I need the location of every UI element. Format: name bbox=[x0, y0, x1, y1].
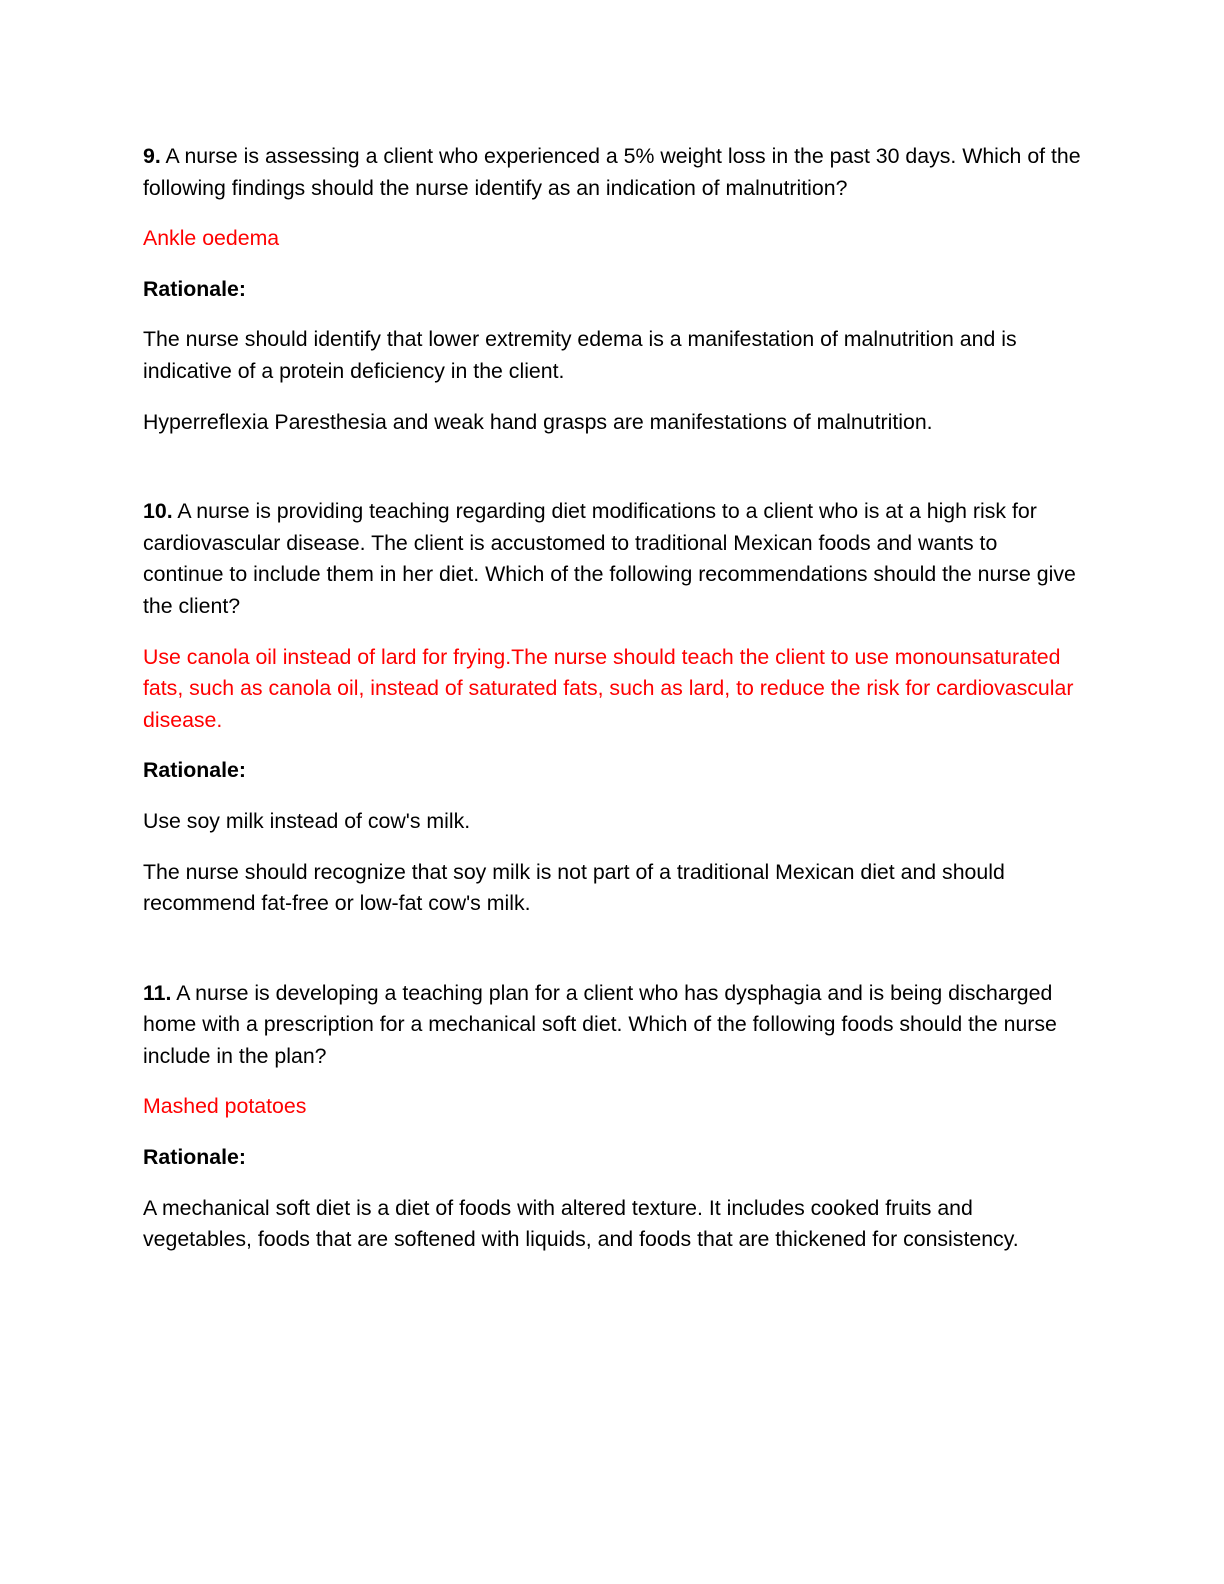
question-body: A nurse is developing a teaching plan for a client who has dysphagia and is being discharged home with a prescription for a mechanical soft diet. Which of the following foods should the nurse include in the plan? bbox=[143, 980, 1057, 1068]
question-body: A nurse is assessing a client who experienced a 5% weight loss in the past 30 days. Which of the following findings should the nurse identify as an indication of malnutrition? bbox=[143, 144, 1081, 200]
section-spacer bbox=[143, 457, 1083, 496]
rationale-text: The nurse should identify that lower extremity edema is a manifestation of malnutrition and is indicative of a protein deficiency in the client. bbox=[143, 327, 1017, 383]
question-block-9 bbox=[143, 141, 1083, 438]
question-text bbox=[143, 141, 1083, 204]
rationale-text: The nurse should recognize that soy milk is not part of a traditional Mexican diet and should recommend fat-free or low-fat cow's milk. bbox=[143, 859, 1005, 916]
question-number: 10. bbox=[143, 499, 173, 524]
question-block-11 bbox=[143, 978, 1083, 1256]
question-text bbox=[143, 978, 1083, 1073]
answer-text: Ankle oedema bbox=[143, 226, 280, 251]
rationale-label: Rationale: bbox=[143, 758, 246, 783]
section-spacer bbox=[143, 939, 1083, 978]
rationale-label: Rationale: bbox=[143, 1145, 246, 1170]
rationale-text: A mechanical soft diet is a diet of foods with altered texture. It includes cooked fruits and vegetables, foods that are softened with liquids, and foods that are thickened for consistency. bbox=[143, 1195, 1019, 1252]
question-number: 11. bbox=[143, 980, 172, 1005]
question-text bbox=[143, 496, 1083, 622]
document-page bbox=[143, 141, 1083, 1275]
question-block-10 bbox=[143, 496, 1083, 920]
rationale-text: Use soy milk instead of cow's milk. bbox=[143, 808, 471, 833]
answer-text: Mashed potatoes bbox=[143, 1094, 307, 1119]
rationale-label: Rationale: bbox=[143, 276, 246, 301]
rationale-text: Hyperreflexia Paresthesia and weak hand grasps are manifestations of malnutrition. bbox=[143, 409, 933, 434]
answer-text: Use canola oil instead of lard for frying.The nurse should teach the client to use monounsaturated fats, such as canola oil, instead of saturated fats, such as lard, to reduce the risk for cardiovascular disease. bbox=[143, 644, 1074, 732]
question-number: 9. bbox=[143, 144, 161, 168]
question-body: A nurse is providing teaching regarding diet modifications to a client who is at a high risk for cardiovascular disease. The client is accustomed to traditional Mexican foods and wants to continue to include them in her diet. Which of the following recommendations should the nurse give the client? bbox=[143, 499, 1076, 618]
